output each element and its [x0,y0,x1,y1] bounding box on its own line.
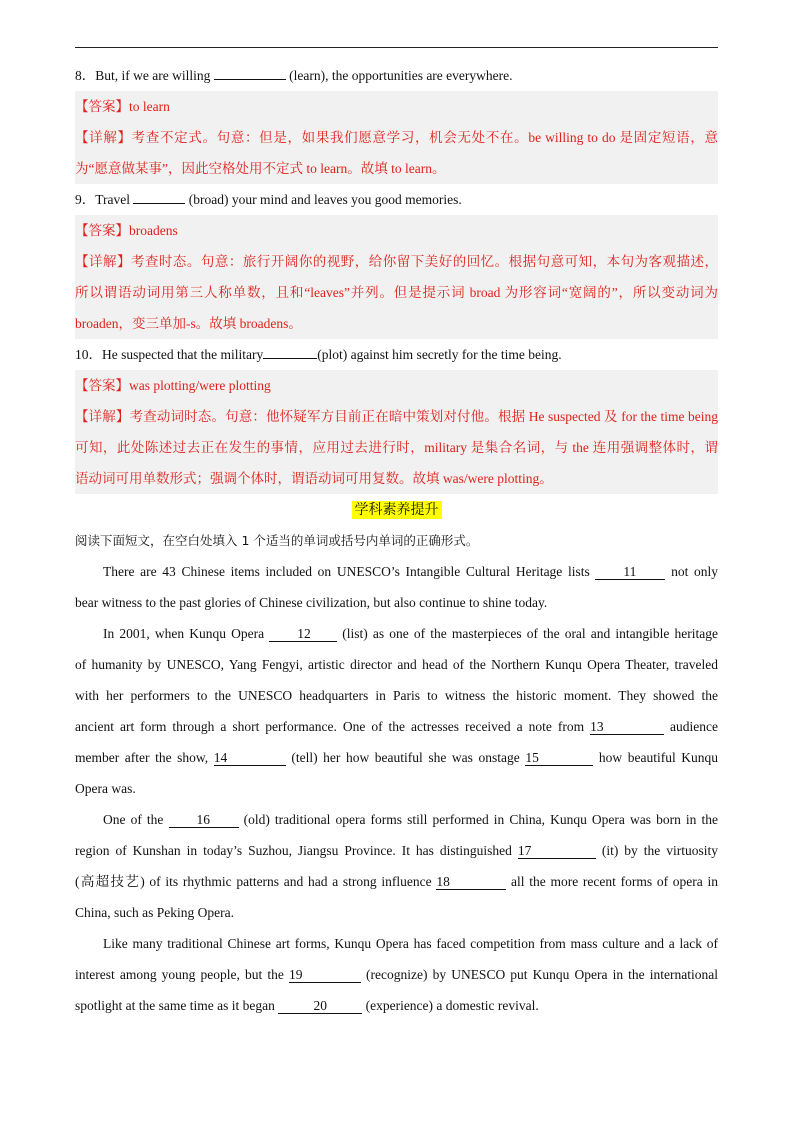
blank-12[interactable]: 12 [269,626,337,642]
passage-p4-line-1: Like many traditional Chinese art forms, Kunqu Opera has faced competition from mass culture and a lack of [103,936,718,951]
detail-9-line-1: 【详解】考查时态。句意：旅行开阔你的视野，给你留下美好的回忆。根据句意可知，本句为客观描述， [75,254,718,269]
blank-9[interactable] [133,203,185,204]
detail-10-line-2: 可知，此处陈述过去正在发生的事情，应用过去进行时，military 是集合名词，与 the 连用强调整体时，谓 [75,440,718,455]
passage-p3-line-2: region of Kunshan in today’s Suzhou, Jiangsu Province. It has distinguished 17 (it) by the virtuosity [75,843,718,858]
blank-15[interactable]: 15 [525,750,593,766]
passage-p2-line-2: of humanity by UNESCO, Yang Fengyi, artistic director and head of the Northern Kunqu Opera Theater, traveled [75,657,718,672]
answer-block-10 [75,370,718,494]
blank-16[interactable]: 16 [169,812,239,828]
detail-9-line-3: broaden，变三单加-s。故填 broadens。 [75,316,302,331]
detail-8-line-2: 为“愿意做某事”，因此空格处用不定式 to learn。故填 to learn。 [75,161,446,176]
question-10: 10．He suspected that the military (plot) against him secretly for the time being. [75,347,562,362]
passage-p3-line-1: One of the 16 (old) traditional opera forms still performed in China, Kunqu Opera was born in the [103,812,718,827]
question-9: 9．Travel (broad) your mind and leaves you good memories. [75,192,462,207]
blank-10[interactable] [263,358,317,359]
passage-p3-line-4: China, such as Peking Opera. [75,905,234,920]
blank-17[interactable]: 17 [518,843,596,859]
answer-9: 【答案】broadens [75,223,178,238]
passage-p1-line-1: There are 43 Chinese items included on UNESCO’s Intangible Cultural Heritage lists 11 not only [103,564,718,579]
section-title: 学科素养提升 [352,501,442,519]
blank-19[interactable]: 19 [289,967,361,983]
answer-block-8 [75,91,718,184]
header-rule [75,47,718,48]
blank-11[interactable]: 11 [595,564,665,580]
answer-8: 【答案】to learn [75,99,170,114]
passage-p2-line-1: In 2001, when Kunqu Opera 12 (list) as one of the masterpieces of the oral and intangible heritage [103,626,718,641]
document-page [75,47,718,1021]
passage-p4-line-2: interest among young people, but the 19 (recognize) by UNESCO put Kunqu Opera in the international [75,967,718,982]
detail-10-line-3: 语动词可用单数形式；强调个体时，谓语动词可用复数。故填 was/were plotting。 [75,471,553,486]
section-title-row [75,494,718,525]
answer-10: 【答案】was plotting/were plotting [75,378,271,393]
detail-8-line-1: 【详解】考查不定式。句意：但是，如果我们愿意学习，机会无处不在。be willing to do 是固定短语，意 [75,130,718,145]
blank-14[interactable]: 14 [214,750,286,766]
passage-p2-line-4: ancient art form through a short performance. One of the actresses received a note from 13 audience [75,719,719,734]
passage-p2-line-6: Opera was. [75,781,136,796]
question-8: 8．But, if we are willing (learn), the opportunities are everywhere. [75,68,513,83]
blank-13[interactable]: 13 [590,719,664,735]
detail-10-line-1: 【详解】考查动词时态。句意：他怀疑军方目前正在暗中策划对付他。根据 He suspected 及 for the time being [75,409,718,424]
blank-8[interactable] [214,79,286,80]
instruction: 阅读下面短文，在空白处填入 1 个适当的单词或括号内单词的正确形式。 [75,533,479,548]
blank-20[interactable]: 20 [278,998,362,1014]
passage-p3-line-3: (高超技艺) of its rhythmic patterns and had a strong influence 18 all the more recent forms of opera in [75,874,718,889]
passage-p2-line-3: with her performers to the UNESCO headquarters in Paris to witness the historic moment. They showed the [75,688,718,703]
passage-p4-line-3: spotlight at the same time as it began 20 (experience) a domestic revival. [75,998,539,1013]
passage-p2-line-5: member after the show, 14 (tell) her how beautiful she was onstage 15 how beautiful Kunqu [75,750,719,765]
passage-p1-line-2: bear witness to the past glories of Chinese civilization, but also continue to shine today. [75,595,548,610]
detail-9-line-2: 所以谓语动词用第三人称单数，且和“leaves”并列。但是提示词 broad 为形容词“宽阔的”，所以变动词为 [75,285,718,300]
answer-block-9 [75,215,718,339]
blank-18[interactable]: 18 [436,874,506,890]
